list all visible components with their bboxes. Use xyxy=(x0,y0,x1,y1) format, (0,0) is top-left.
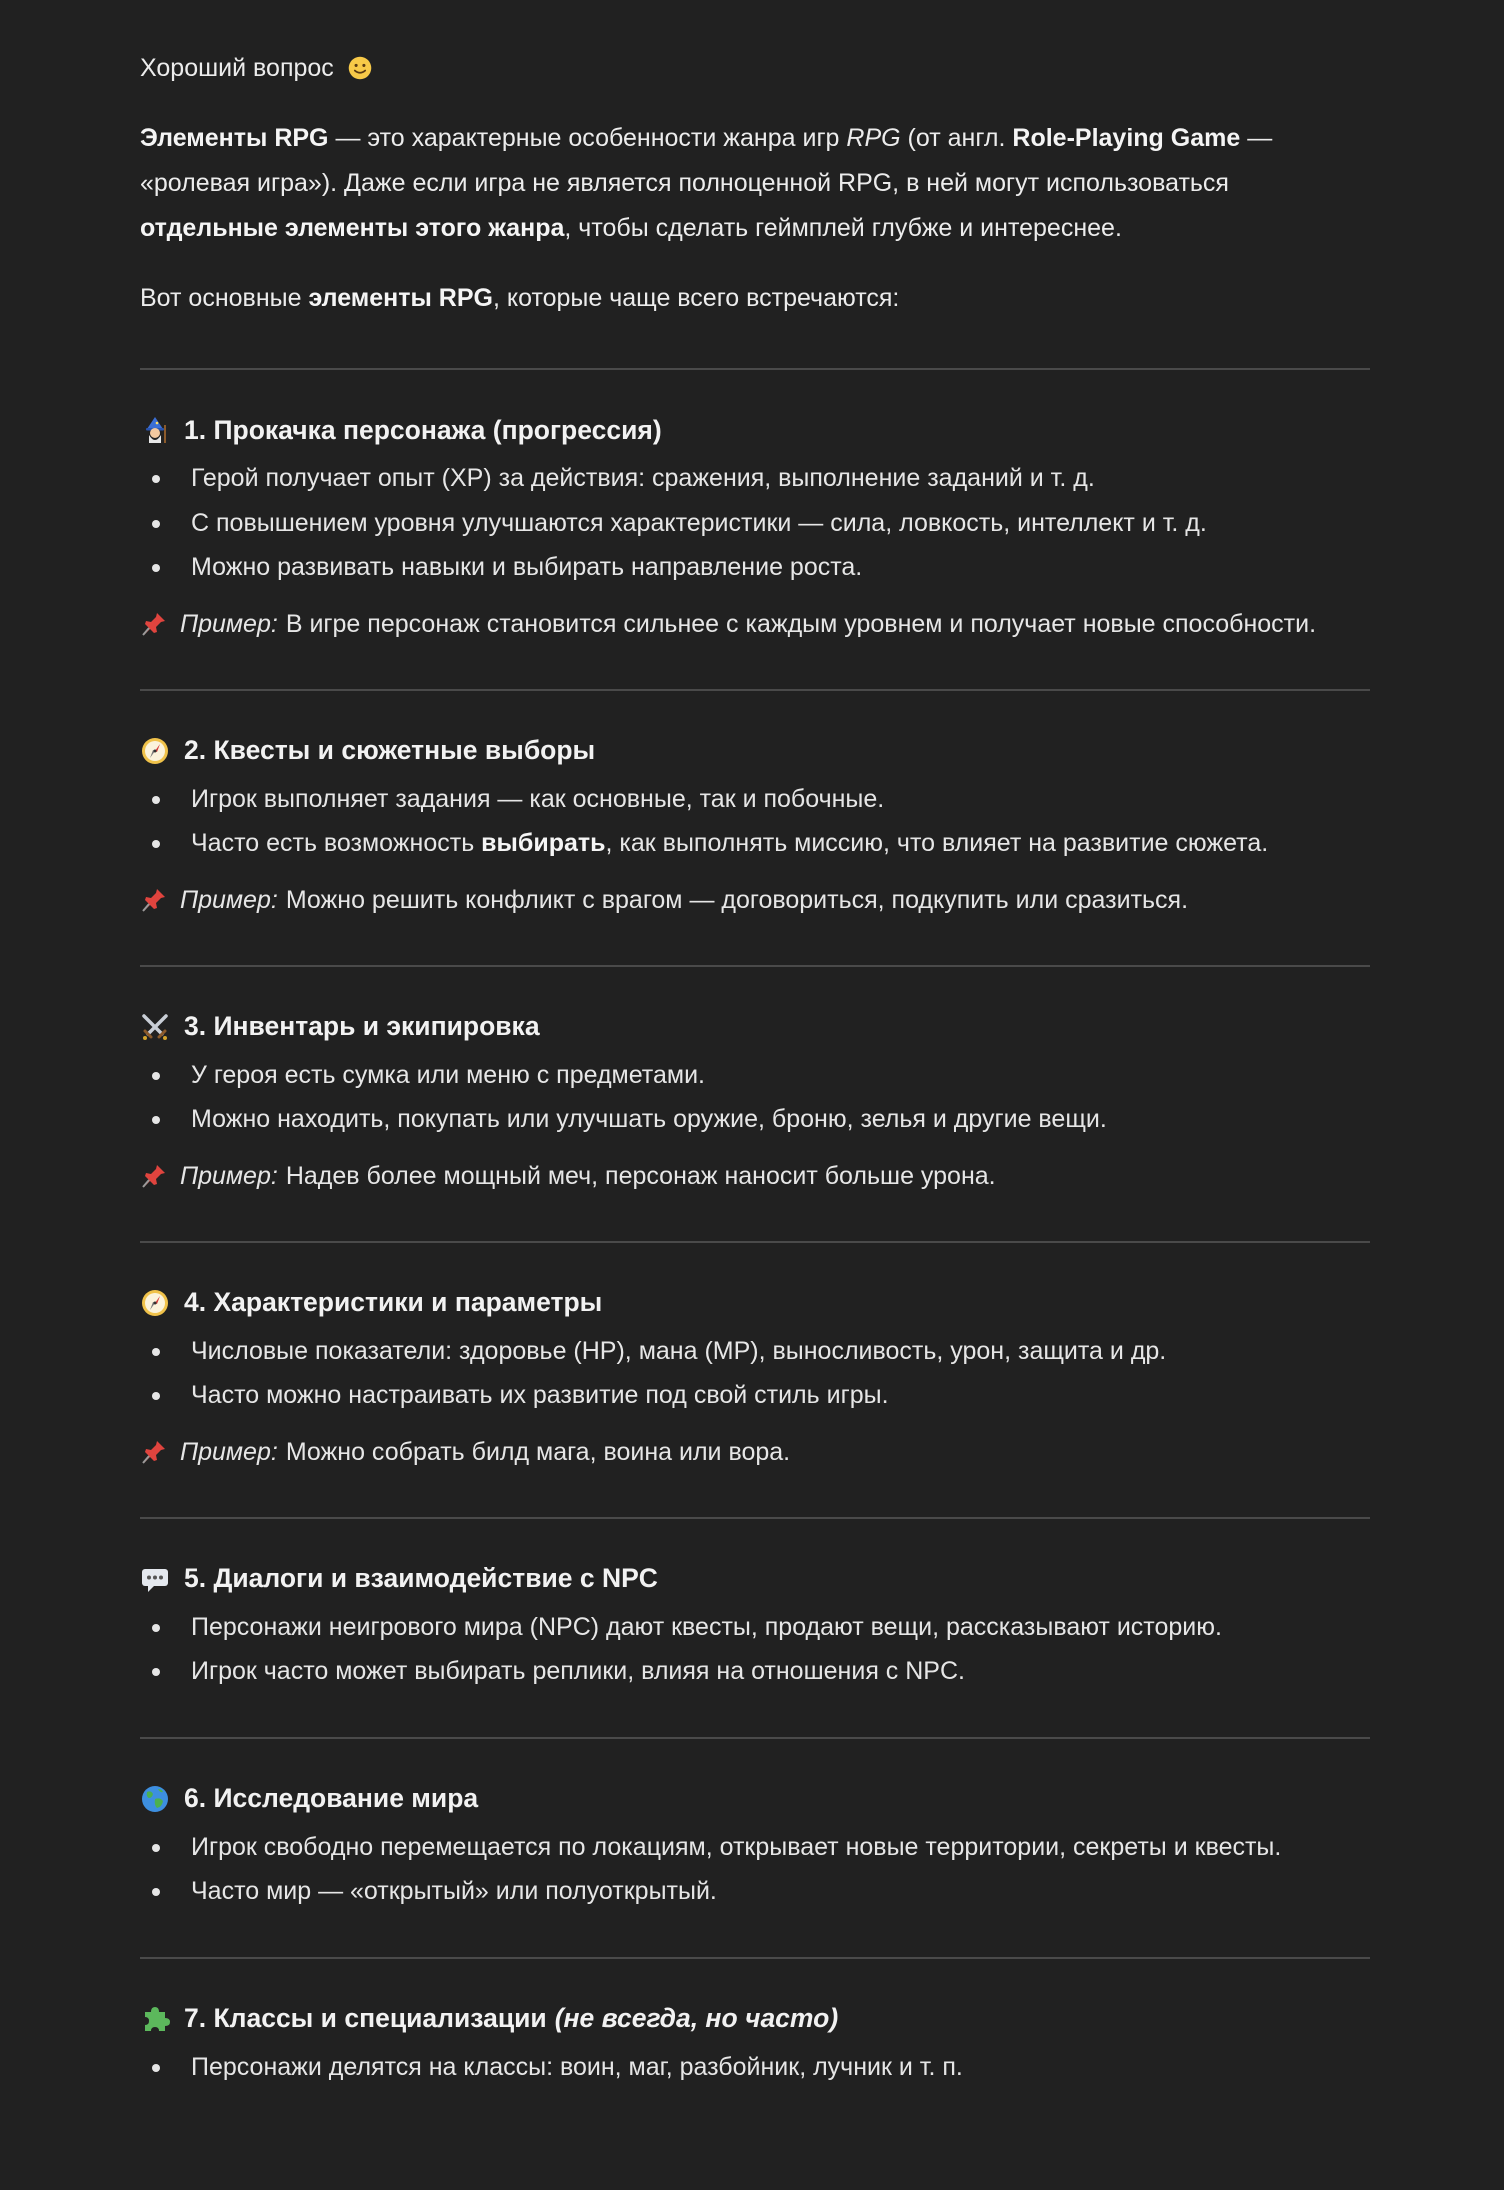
intro-term: Элементы RPG xyxy=(140,124,329,152)
example-line: Пример: В игре персонаж становится сильнее с каждым уровнем и получает новые способности. xyxy=(140,602,1370,646)
list-item: С повышением уровня улучшаются характеристики — сила, ловкость, интеллект и т. д. xyxy=(140,501,1370,546)
divider xyxy=(140,1957,1370,1959)
section-heading: 2. Квесты и сюжетные выборы xyxy=(140,731,1370,771)
list-item: Персонажи делятся на классы: воин, маг, разбойник, лучник и т. п. xyxy=(140,2045,1370,2090)
section-classes xyxy=(140,1999,1370,2090)
divider xyxy=(140,1517,1370,1519)
pushpin-icon xyxy=(140,1162,168,1190)
section-exploration xyxy=(140,1779,1370,1914)
section-heading: 4. Характеристики и параметры xyxy=(140,1283,1370,1323)
bullet-list xyxy=(140,1329,1370,1418)
globe-icon xyxy=(140,1784,170,1814)
list-item: Игрок часто может выбирать реплики, влияя на отношения с NPC. xyxy=(140,1649,1370,1694)
list-item: Часто есть возможность выбирать, как выполнять миссию, что влияет на развитие сюжета. xyxy=(140,821,1370,866)
list-item: Игрок выполняет задания — как основные, так и побочные. xyxy=(140,777,1370,822)
divider xyxy=(140,965,1370,967)
intro-definition: Элементы RPG — это характерные особенности жанра игр RPG (от англ. Role-Playing Game — «ролевая игра»). Даже если игра не является полноценной RPG, в ней могут использоваться отдельные элементы этого жанра, чтобы сделать геймплей глубже и интереснее. xyxy=(140,124,1273,242)
slightly-smiling-face-icon xyxy=(347,55,373,81)
section-inventory xyxy=(140,1007,1370,1198)
section-heading: 1. Прокачка персонажа (прогрессия) xyxy=(140,410,1370,450)
section-heading: 3. Инвентарь и экипировка xyxy=(140,1007,1370,1047)
list-item: Часто можно настраивать их развитие под свой стиль игры. xyxy=(140,1373,1370,1418)
divider xyxy=(140,368,1370,370)
section-heading: 7. Классы и специализации (не всегда, но часто) xyxy=(140,1999,1370,2039)
list-item: Персонажи неигрового мира (NPC) дают квесты, продают вещи, рассказывают историю. xyxy=(140,1605,1370,1650)
divider xyxy=(140,689,1370,691)
mage-icon xyxy=(140,415,170,445)
section-quests xyxy=(140,731,1370,922)
pushpin-icon xyxy=(140,886,168,914)
greeting: Хороший вопрос xyxy=(140,46,1370,91)
bullet-list xyxy=(140,1605,1370,1694)
bullet-list xyxy=(140,777,1370,866)
pushpin-icon xyxy=(140,1438,168,1466)
example-line: Пример: Можно решить конфликт с врагом — договориться, подкупить или сразиться. xyxy=(140,878,1370,922)
section-progression xyxy=(140,410,1370,646)
intro-lead: Вот основные элементы RPG, которые чаще всего встречаются: xyxy=(140,284,900,312)
bullet-list xyxy=(140,2045,1370,2090)
bullet-list xyxy=(140,456,1370,590)
list-item: Часто мир — «открытый» или полуоткрытый. xyxy=(140,1869,1370,1914)
divider xyxy=(140,1241,1370,1243)
compass-icon xyxy=(140,736,170,766)
section-stats xyxy=(140,1283,1370,1474)
list-item: Числовые показатели: здоровье (HP), мана (MP), выносливость, урон, защита и др. xyxy=(140,1329,1370,1374)
pushpin-icon xyxy=(140,610,168,638)
compass-icon xyxy=(140,1288,170,1318)
section-heading: 5. Диалоги и взаимодействие с NPC xyxy=(140,1559,1370,1599)
bullet-list xyxy=(140,1825,1370,1914)
assistant-message xyxy=(140,0,1370,2190)
bullet-list xyxy=(140,1053,1370,1142)
speech-balloon-icon xyxy=(140,1564,170,1594)
divider xyxy=(140,1737,1370,1739)
list-item: У героя есть сумка или меню с предметами. xyxy=(140,1053,1370,1098)
example-line: Пример: Надев более мощный меч, персонаж наносит больше урона. xyxy=(140,1154,1370,1198)
puzzle-piece-icon xyxy=(140,2004,170,2034)
list-item: Игрок свободно перемещается по локациям, открывает новые территории, секреты и квесты. xyxy=(140,1825,1370,1870)
section-dialogues xyxy=(140,1559,1370,1694)
list-item: Можно развивать навыки и выбирать направление роста. xyxy=(140,545,1370,590)
crossed-swords-icon xyxy=(140,1012,170,1042)
list-item: Герой получает опыт (XP) за действия: сражения, выполнение заданий и т. д. xyxy=(140,456,1370,501)
section-heading: 6. Исследование мира xyxy=(140,1779,1370,1819)
example-line: Пример: Можно собрать билд мага, воина или вора. xyxy=(140,1430,1370,1474)
list-item: Можно находить, покупать или улучшать оружие, броню, зелья и другие вещи. xyxy=(140,1097,1370,1142)
